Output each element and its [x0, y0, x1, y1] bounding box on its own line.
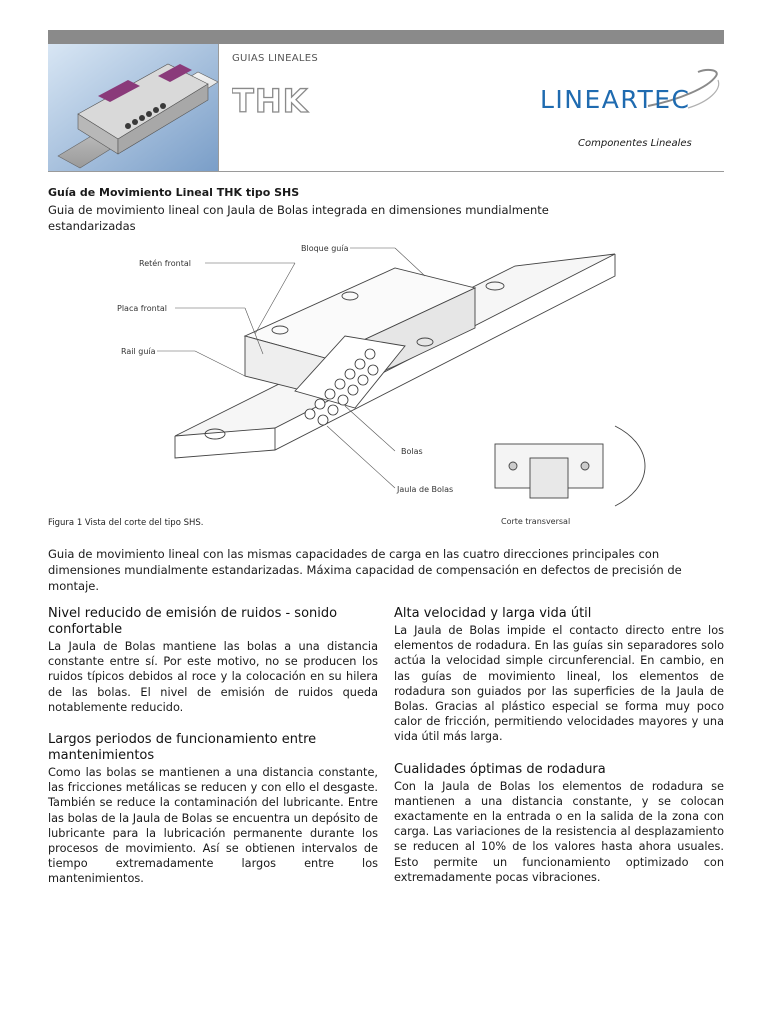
page-header — [48, 44, 724, 172]
section-block — [48, 606, 378, 715]
intro-paragraph: Guia de movimiento lineal con las mismas capacidades de carga en las cuatro direcciones principales con dimensiones mundialmente estandarizadas. Máxima capacidad de compensación en defectos de precisión de montaje. — [48, 547, 682, 593]
section-block — [394, 762, 724, 885]
left-column — [48, 606, 378, 904]
section-heading: Cualidades óptimas de rodadura — [394, 761, 606, 777]
section-heading: Alta velocidad y larga vida útil — [394, 606, 592, 621]
label-bolas: Bolas — [401, 447, 423, 456]
figure-caption: Figura 1 Vista del corte del tipo SHS. — [48, 518, 204, 528]
product-photo — [48, 44, 219, 171]
section-heading: Nivel reducido de emisión de ruidos - sonido confortable — [48, 606, 338, 637]
document-title: Guía de Movimiento Lineal THK tipo SHS — [48, 186, 300, 199]
section-block — [48, 732, 378, 887]
label-placa-frontal: Placa frontal — [117, 304, 167, 313]
section-body: La Jaula de Bolas mantiene las bolas a una distancia constante entre sí. Por este motivo, no se producen los ruidos típicos debidos al roce y la colocación en su hilera de las bolas. El nivel de emisión de ruidos queda notablemente reducido. — [48, 640, 378, 714]
section-body: La Jaula de Bolas impide el contacto directo entre los elementos de rodadura. En las guías sin separadores solo actúa la velocidad simple circunferencial. En cambio, en las guías de movimiento lineal, los elementos de rodadura son guiados por las superficies de la Jaula de Bolas. Gracias al plástico especial se forma muy poco calor de fricción, permitiendo velocidades mayores y una vida útil más larga. — [394, 624, 724, 744]
label-jaula-de-bolas: Jaula de Bolas — [397, 485, 454, 494]
section-body: Como las bolas se mantienen a una distancia constante, las fricciones metálicas se reducen y con ello el desgaste. También se reduce la contaminación del lubricante. Entre las bolas de la Jaula de Bolas se encuentra un depósito de lubricante para la lubricación permanente durante los procesos de movimiento. Así se obtienen intervalos de tiempo extremadamente largos entre los mantenimientos. — [48, 766, 378, 886]
section-label: GUIAS LINEALES — [232, 53, 318, 64]
label-corte-transversal: Corte transversal — [501, 517, 571, 526]
brand-subtitle: Componentes Lineales — [578, 138, 692, 149]
technical-figure — [95, 236, 715, 532]
section-body: Con la Jaula de Bolas los elementos de rodadura se mantienen a una distancia constante, y se colocan exactamente en la entrada o en la salida de la zona con carga. Las variaciones de la resistencia al desplazamiento se reducen al 10% de los valores hasta ahora usuales. Esto permite un funcionamiento optimizado con extremadamente pocas vibraciones. — [394, 779, 724, 884]
thk-logo — [232, 86, 328, 120]
label-reten-frontal: Retén frontal — [139, 259, 191, 268]
section-heading: Largos periodos de funcionamiento entre mantenimientos — [48, 732, 317, 764]
header-top-bar — [48, 30, 724, 44]
lineartec-logo — [538, 66, 728, 166]
right-column — [394, 606, 724, 902]
svg-text:THK: THK — [232, 86, 309, 116]
brand-wordmark: LINEARTEC — [540, 85, 691, 114]
label-bloque-guia: Bloque guía — [301, 244, 349, 253]
document-subtitle: Guia de movimiento lineal con Jaula de Bolas integrada en dimensiones mundialmente estandarizadas — [48, 203, 549, 233]
section-block — [394, 606, 724, 745]
label-rail-guia: Rail guía — [121, 347, 156, 356]
